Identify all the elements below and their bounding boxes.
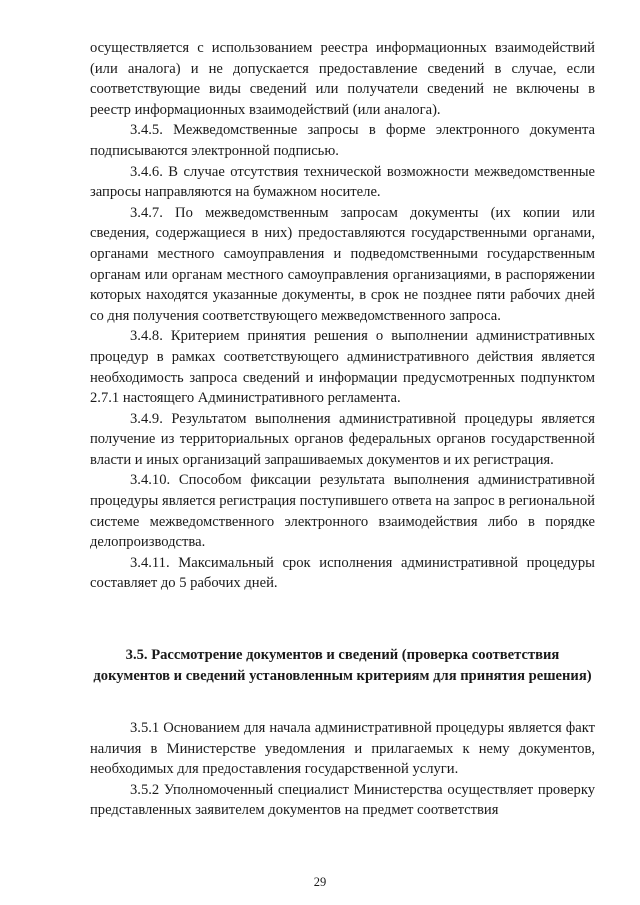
paragraph-3-4-9: 3.4.9. Результатом выполнения административной процедуры является получение из территориальных органов федеральных органов государственной власти и иных организаций запрашиваемых документов и их регистрация. [90,410,595,468]
page-number: 29 [313,875,327,889]
paragraph-3-4-6: 3.4.6. В случае отсутствия технической возможности межведомственные запросы направляются на бумажном носителе. [90,163,595,201]
paragraph-3-5-1: 3.5.1 Основанием для начала административной процедуры является факт наличия в Министерстве уведомления и прилагаемых к нему документов, необходимых для предоставления государственной услуги. [90,720,595,778]
section-heading: 3.5. Рассмотрение документов и сведений (проверка соответствия документов и сведений установленным критериям для принятия решения) [93,647,592,684]
paragraph-3-5-2: 3.5.2 Уполномоченный специалист Министерства осуществляет проверку представленных заявителем документов на предмет соответствия [90,781,595,819]
paragraph-3-4-7: 3.4.7. По межведомственным запросам документы (их копии или сведения, содержащиеся в них) предоставляются государственными органами, органами местного самоуправления и подведомственными государственным органам или органам местного самоуправления организациями, в распоряжении которых находятся указанные документы, в срок не позднее пяти рабочих дней со дня получения соответствующего межведомственного запроса. [90,204,595,324]
paragraph-3-4-8: 3.4.8. Критерием принятия решения о выполнении административных процедур в рамках соответствующего административного действия является необходимость запроса сведений и информации предусмотренных подпунктом 2.7.1 настоящего Административного регламента. [90,328,595,407]
paragraph-3-4-11: 3.4.11. Максимальный срок исполнения административной процедуры составляет до 5 рабочих дней. [90,554,595,592]
paragraph-3-4-5: 3.4.5. Межведомственные запросы в форме электронного документа подписываются электронной подписью. [90,122,595,159]
body-text-bottom [90,718,595,821]
paragraph-continuation: осуществляется с использованием реестра информационных взаимодействий (или аналога) и не допускается предоставление сведений в случае, если соответствующие виды сведений или получатели сведений не включены в реестр информационных взаимодействий (или аналога). [90,40,595,118]
body-text-top [90,38,595,594]
paragraph-3-4-10: 3.4.10. Способом фиксации результата выполнения административной процедуры является регистрация поступившего ответа на запрос в региональной системе межведомственного электронного взаимодействия либо в порядке делопроизводства. [90,472,595,551]
